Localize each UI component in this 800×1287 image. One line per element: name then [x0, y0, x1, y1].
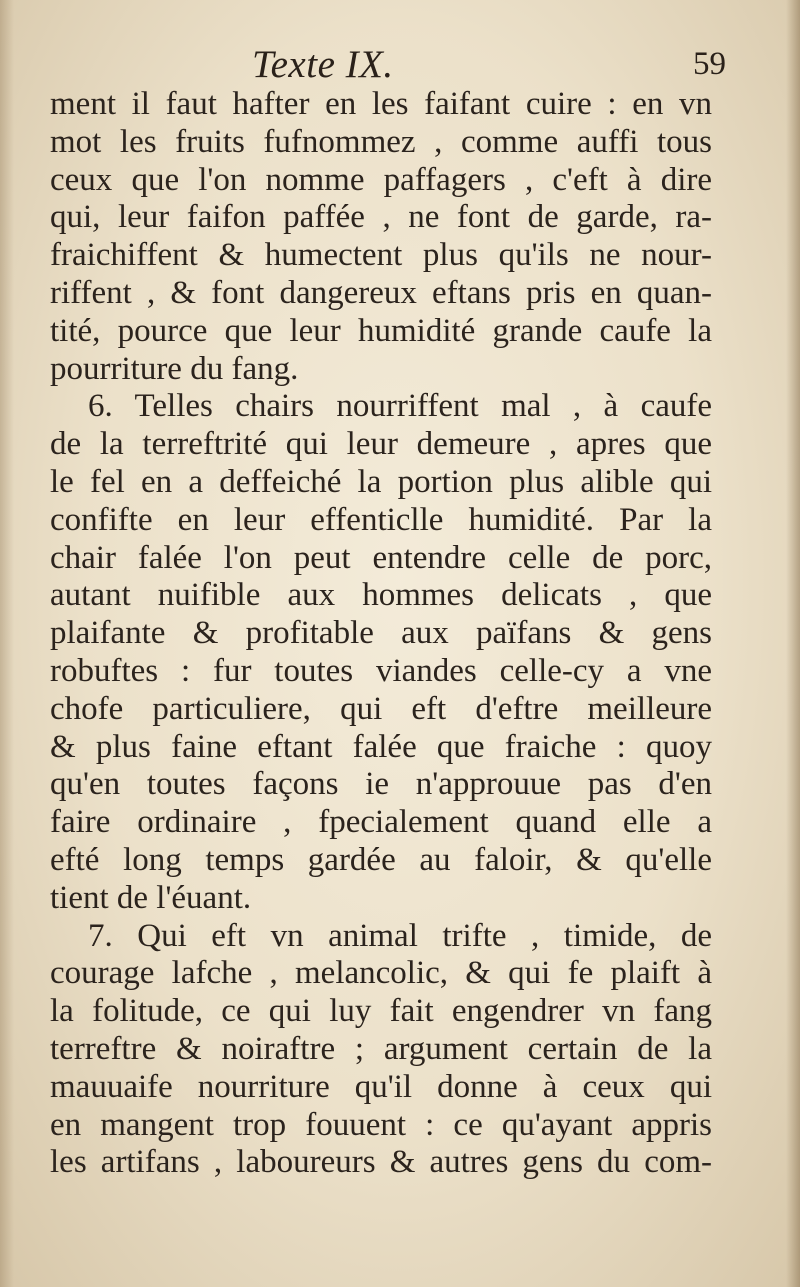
text-line: en mangent trop fouuent : ce qu'ayant appris — [50, 1106, 712, 1143]
text-line: tient de l'éuant. — [50, 879, 252, 916]
text-line: confifte en leur effenticlle humidité. Par la — [50, 501, 712, 538]
page-header — [40, 34, 730, 90]
text-line: autant nuifible aux hommes delicats , que — [50, 577, 712, 614]
text-line: terreftre & noiraftre ; argument certain de la — [50, 1030, 712, 1067]
text-line: mot les fruits fufnommez , comme auffi tous — [50, 123, 712, 160]
text-line: robuftes : fur toutes viandes celle-cy a vne — [50, 652, 712, 689]
page-number: 59 — [693, 46, 726, 82]
text-line: mauuaife nourriture qu'il donne à ceux qui — [50, 1068, 712, 1105]
text-line: faire ordinaire , fpecialement quand elle a — [50, 804, 712, 841]
text-line: efté long temps gardée au faloir, & qu'elle — [50, 841, 712, 878]
text-line: 7. Qui eft vn animal trifte , timide, de — [88, 917, 712, 954]
text-line: ceux que l'on nomme paffagers , c'eft à dire — [50, 161, 712, 198]
text-line: plaifante & profitable aux païfans & gens — [50, 615, 712, 652]
text-line: courage lafche , melancolic, & qui fe plaift à — [50, 955, 712, 992]
page-edge-left — [0, 0, 14, 1287]
text-line: qui, leur faifon paffée , ne font de garde, ra- — [50, 199, 712, 236]
text-line: & plus faine eftant falée que fraiche : quoy — [50, 728, 712, 765]
text-line: tité, pource que leur humidité grande caufe la — [50, 312, 712, 349]
text-line: le fel en a deffeiché la portion plus alible qui — [50, 463, 712, 500]
text-line: chair falée l'on peut entendre celle de porc, — [50, 539, 712, 576]
text-line: pourriture du fang. — [50, 350, 299, 387]
body-text — [50, 86, 712, 1182]
running-title: Texte IX. — [252, 43, 394, 86]
text-line: ment il faut hafter en les faifant cuire : en vn — [50, 86, 712, 122]
text-line: chofe particuliere, qui eft d'eftre meilleure — [50, 690, 712, 727]
page-edge-right — [786, 0, 800, 1287]
text-line: fraichiffent & humectent plus qu'ils ne nour- — [50, 237, 712, 274]
text-line: les artifans , laboureurs & autres gens du com- — [50, 1144, 712, 1181]
text-line: la folitude, ce qui luy fait engendrer vn fang — [50, 993, 712, 1030]
text-line: 6. Telles chairs nourriffent mal , à caufe — [88, 388, 712, 425]
text-line: de la terreftrité qui leur demeure , apres que — [50, 426, 712, 463]
text-line: qu'en toutes façons ie n'approuue pas d'en — [50, 766, 712, 803]
text-line: riffent , & font dangereux eftans pris en quan- — [50, 274, 712, 311]
